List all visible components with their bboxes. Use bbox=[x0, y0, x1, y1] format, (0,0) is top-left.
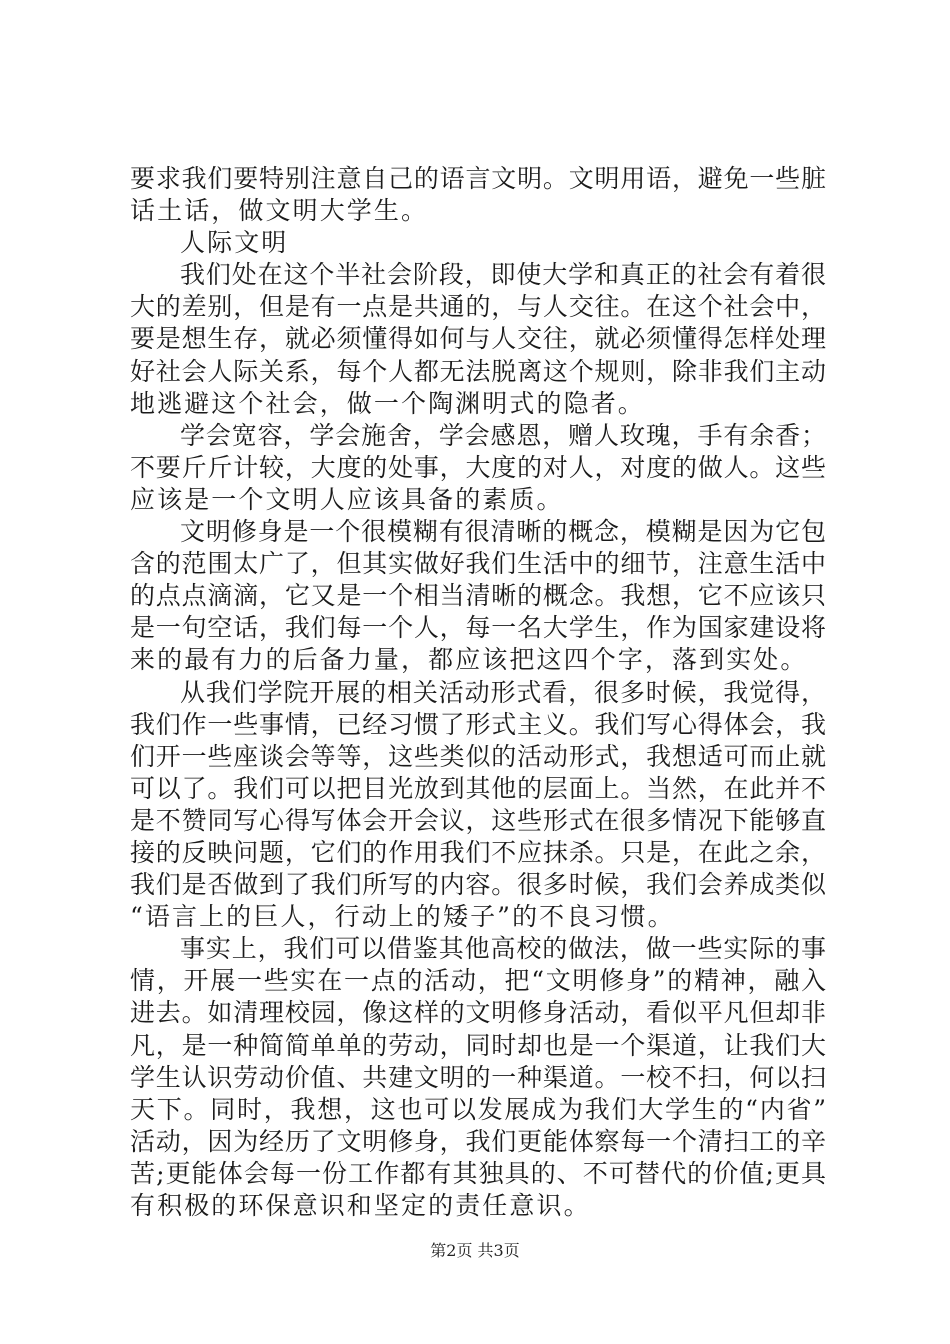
text-line: 话土话，做文明大学生。 bbox=[130, 196, 429, 226]
text-line: 情，开展一些实在一点的活动，把“文明修身”的精神，融入 bbox=[130, 966, 826, 996]
text-line: 不要斤斤计较，大度的处事，大度的对人，对度的做人。这些 bbox=[130, 452, 826, 482]
text-line: 是一句空话，我们每一个人，每一名大学生，作为国家建设将 bbox=[130, 613, 826, 643]
text-line: 要是想生存，就必须懂得如何与人交往，就必须懂得怎样处理 bbox=[130, 324, 826, 354]
text-line: 接的反映问题，它们的作用我们不应抹杀。只是，在此之余， bbox=[130, 837, 826, 867]
text-line: 进去。如清理校园，像这样的文明修身活动，看似平凡但却非 bbox=[130, 998, 826, 1028]
text-line: 的点点滴滴，它又是一个相当清晰的概念。我想，它不应该只 bbox=[130, 581, 826, 611]
text-line: 事实上，我们可以借鉴其他高校的做法，做一些实际的事 bbox=[180, 934, 826, 964]
text-line: 有积极的环保意识和坚定的责任意识。 bbox=[130, 1191, 591, 1220]
text-line: 从我们学院开展的相关活动形式看，很多时候，我觉得， bbox=[180, 677, 826, 707]
text-line: 凡，是一种简简单单的劳动，同时却也是一个渠道，让我们大 bbox=[130, 1030, 826, 1060]
text-line: 来的最有力的后备力量，都应该把这四个字，落到实处。 bbox=[130, 645, 808, 675]
text-line: 们开一些座谈会等等，这些类似的活动形式，我想适可而止就 bbox=[130, 741, 826, 771]
text-line: 是不赞同写心得写体会开会议，这些形式在很多情况下能够直 bbox=[130, 805, 826, 835]
text-line: 我们作一些事情，已经习惯了形式主义。我们写心得体会，我 bbox=[130, 709, 826, 739]
text-line: 学生认识劳动价值、共建文明的一种渠道。一校不扫，何以扫 bbox=[130, 1062, 826, 1092]
text-line: 好社会人际关系，每个人都无法脱离这个规则，除非我们主动 bbox=[130, 356, 826, 386]
text-line: 可以了。我们可以把目光放到其他的层面上。当然，在此并不 bbox=[130, 773, 826, 803]
text-line: “语言上的巨人，行动上的矮子”的不良习惯。 bbox=[130, 902, 675, 932]
text-line: 大的差别，但是有一点是共通的，与人交往。在这个社会中， bbox=[130, 292, 826, 322]
text-line: 我们是否做到了我们所写的内容。很多时候，我们会养成类似 bbox=[130, 870, 826, 900]
text-line: 要求我们要特别注意自己的语言文明。文明用语，避免一些脏 bbox=[130, 164, 826, 193]
text-line: 地逃避这个社会，做一个陶渊明式的隐者。 bbox=[130, 388, 645, 418]
text-line: 文明修身是一个很模糊有很清晰的概念，模糊是因为它包 bbox=[180, 517, 826, 547]
text-line: 活动，因为经历了文明修身，我们更能体察每一个清扫工的辛 bbox=[130, 1126, 826, 1156]
page-footer: 第2页 共3页 bbox=[430, 1241, 520, 1260]
text-line: 我们处在这个半社会阶段，即使大学和真正的社会有着很 bbox=[180, 260, 826, 290]
text-line: 苦;更能体会每一份工作都有其独具的、不可替代的价值;更具 bbox=[130, 1158, 826, 1188]
document-body bbox=[130, 163, 826, 1222]
text-line: 人际文明 bbox=[180, 228, 289, 258]
text-line: 学会宽容，学会施舍，学会感恩，赠人玫瑰，手有余香； bbox=[180, 420, 826, 450]
text-line: 含的范围太广了，但其实做好我们生活中的细节，注意生活中 bbox=[130, 549, 826, 579]
text-line: 天下。同时，我想，这也可以发展成为我们大学生的“内省” bbox=[130, 1094, 826, 1124]
text-line: 应该是一个文明人应该具备的素质。 bbox=[130, 484, 564, 514]
